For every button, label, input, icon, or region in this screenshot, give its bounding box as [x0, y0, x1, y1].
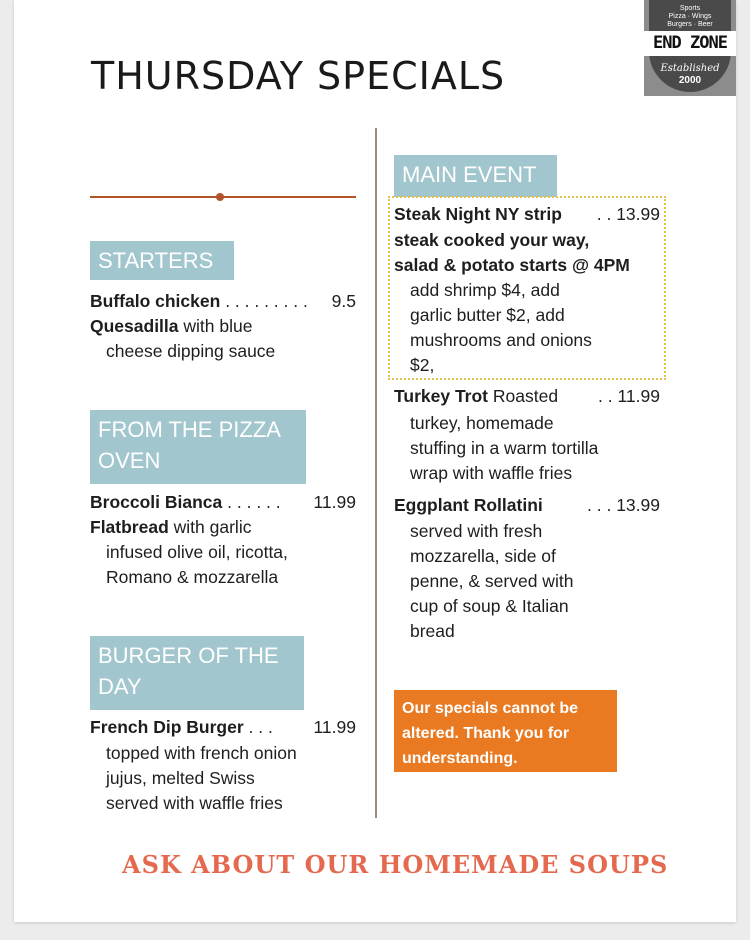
turkey-name-rest: Roasted	[492, 386, 559, 406]
eggplant-item-row	[394, 493, 660, 518]
turkey-item-price: 11.99	[617, 386, 660, 406]
eggplant-item-name: Eggplant Rollatini	[394, 495, 543, 515]
eggplant-line-5: cup of soup & Italian	[410, 596, 569, 616]
pizza-line-2-rest: with garlic	[173, 517, 252, 537]
steak-leader: . .	[596, 204, 612, 224]
pizza-line-4: Romano & mozzarella	[106, 567, 279, 587]
logo-line-1: Sports	[679, 5, 701, 12]
starters-line-2-bold: Quesadilla	[90, 316, 179, 336]
burger-item-row	[90, 715, 356, 740]
specials-notice	[394, 690, 617, 772]
pizza-leader: . . . . . .	[227, 492, 281, 512]
starters-item-price: 9.5	[331, 291, 356, 311]
page-title: THURSDAY SPECIALS	[91, 54, 506, 98]
horizontal-divider	[90, 196, 356, 198]
steak-line-3: salad & potato starts @ 4PM	[394, 255, 630, 275]
eggplant-line-6: bread	[410, 621, 455, 641]
steak-line-6: mushrooms and onions	[410, 330, 592, 350]
burger-line-3: jujus, melted Swiss	[106, 768, 255, 788]
logo-line-3: Burgers · Beer	[667, 21, 713, 28]
turkey-item-name: Turkey Trot	[394, 386, 489, 406]
eggplant-item-price: 13.99	[616, 495, 660, 515]
pizza-item-row	[90, 490, 356, 515]
steak-line-4: add shrimp $4, add	[410, 280, 560, 300]
logo-brand: END ZONE	[644, 31, 736, 56]
main-event-heading: MAIN EVENT	[394, 155, 557, 197]
burger-line-2: topped with french onion	[106, 743, 297, 763]
burger-heading-line-2: DAY	[98, 674, 142, 699]
logo-established: Established	[660, 63, 720, 74]
burger-heading-line-1: BURGER OF THE	[98, 643, 279, 668]
notice-line-2: altered. Thank you for	[402, 725, 570, 742]
steak-line-5: garlic butter $2, add	[410, 305, 565, 325]
eggplant-line-4: penne, & served with	[410, 571, 574, 591]
turkey-line-2: turkey, homemade	[410, 413, 554, 433]
logo-year: 2000	[678, 75, 702, 86]
column-divider	[375, 128, 377, 818]
pizza-item-name: Broccoli Bianca	[90, 492, 223, 512]
starters-item-name: Buffalo chicken	[90, 291, 221, 311]
end-zone-logo	[644, 0, 736, 96]
turkey-leader: . .	[598, 386, 613, 406]
turkey-item-row	[394, 384, 660, 409]
pizza-heading	[90, 410, 306, 484]
burger-item-name: French Dip Burger	[90, 717, 244, 737]
logo-line-2: Pizza · Wings	[668, 13, 712, 20]
starters-leader: . . . . . . . . .	[225, 291, 308, 311]
starters-line-2	[90, 314, 252, 339]
divider-dot	[216, 193, 224, 201]
turkey-line-4: wrap with waffle fries	[410, 463, 573, 483]
steak-line-7: $2,	[410, 355, 435, 375]
pizza-line-2	[90, 515, 251, 540]
pizza-heading-line-1: FROM THE PIZZA	[98, 417, 281, 442]
eggplant-leader: . . .	[587, 495, 612, 515]
pizza-line-2-bold: Flatbread	[90, 517, 169, 537]
pizza-heading-line-2: OVEN	[98, 448, 161, 473]
starters-heading: STARTERS	[90, 241, 234, 280]
starters-item-row	[90, 289, 356, 314]
steak-line-2: steak cooked your way,	[394, 230, 590, 250]
steak-item-name: Steak Night NY strip	[394, 204, 562, 224]
pizza-item-price: 11.99	[313, 492, 356, 512]
notice-line-3: understanding.	[402, 750, 518, 767]
menu-page	[14, 0, 736, 922]
burger-leader: . . .	[248, 717, 273, 737]
steak-item-row	[394, 202, 660, 227]
eggplant-line-3: mozzarella, side of	[410, 546, 556, 566]
turkey-line-3: stuffing in a warm tortilla	[410, 438, 599, 458]
starters-line-2-rest: with blue	[183, 316, 253, 336]
pizza-line-3: infused olive oil, ricotta,	[106, 542, 288, 562]
burger-item-price: 11.99	[313, 717, 356, 737]
eggplant-line-2: served with fresh	[410, 521, 543, 541]
soups-footer: ASK ABOUT OUR HOMEMADE SOUPS	[122, 850, 669, 879]
starters-line-3: cheese dipping sauce	[106, 341, 276, 361]
burger-heading	[90, 636, 304, 710]
steak-item-price: 13.99	[616, 204, 660, 224]
burger-line-4: served with waffle fries	[106, 793, 283, 813]
notice-line-1: Our specials cannot be	[402, 700, 579, 717]
